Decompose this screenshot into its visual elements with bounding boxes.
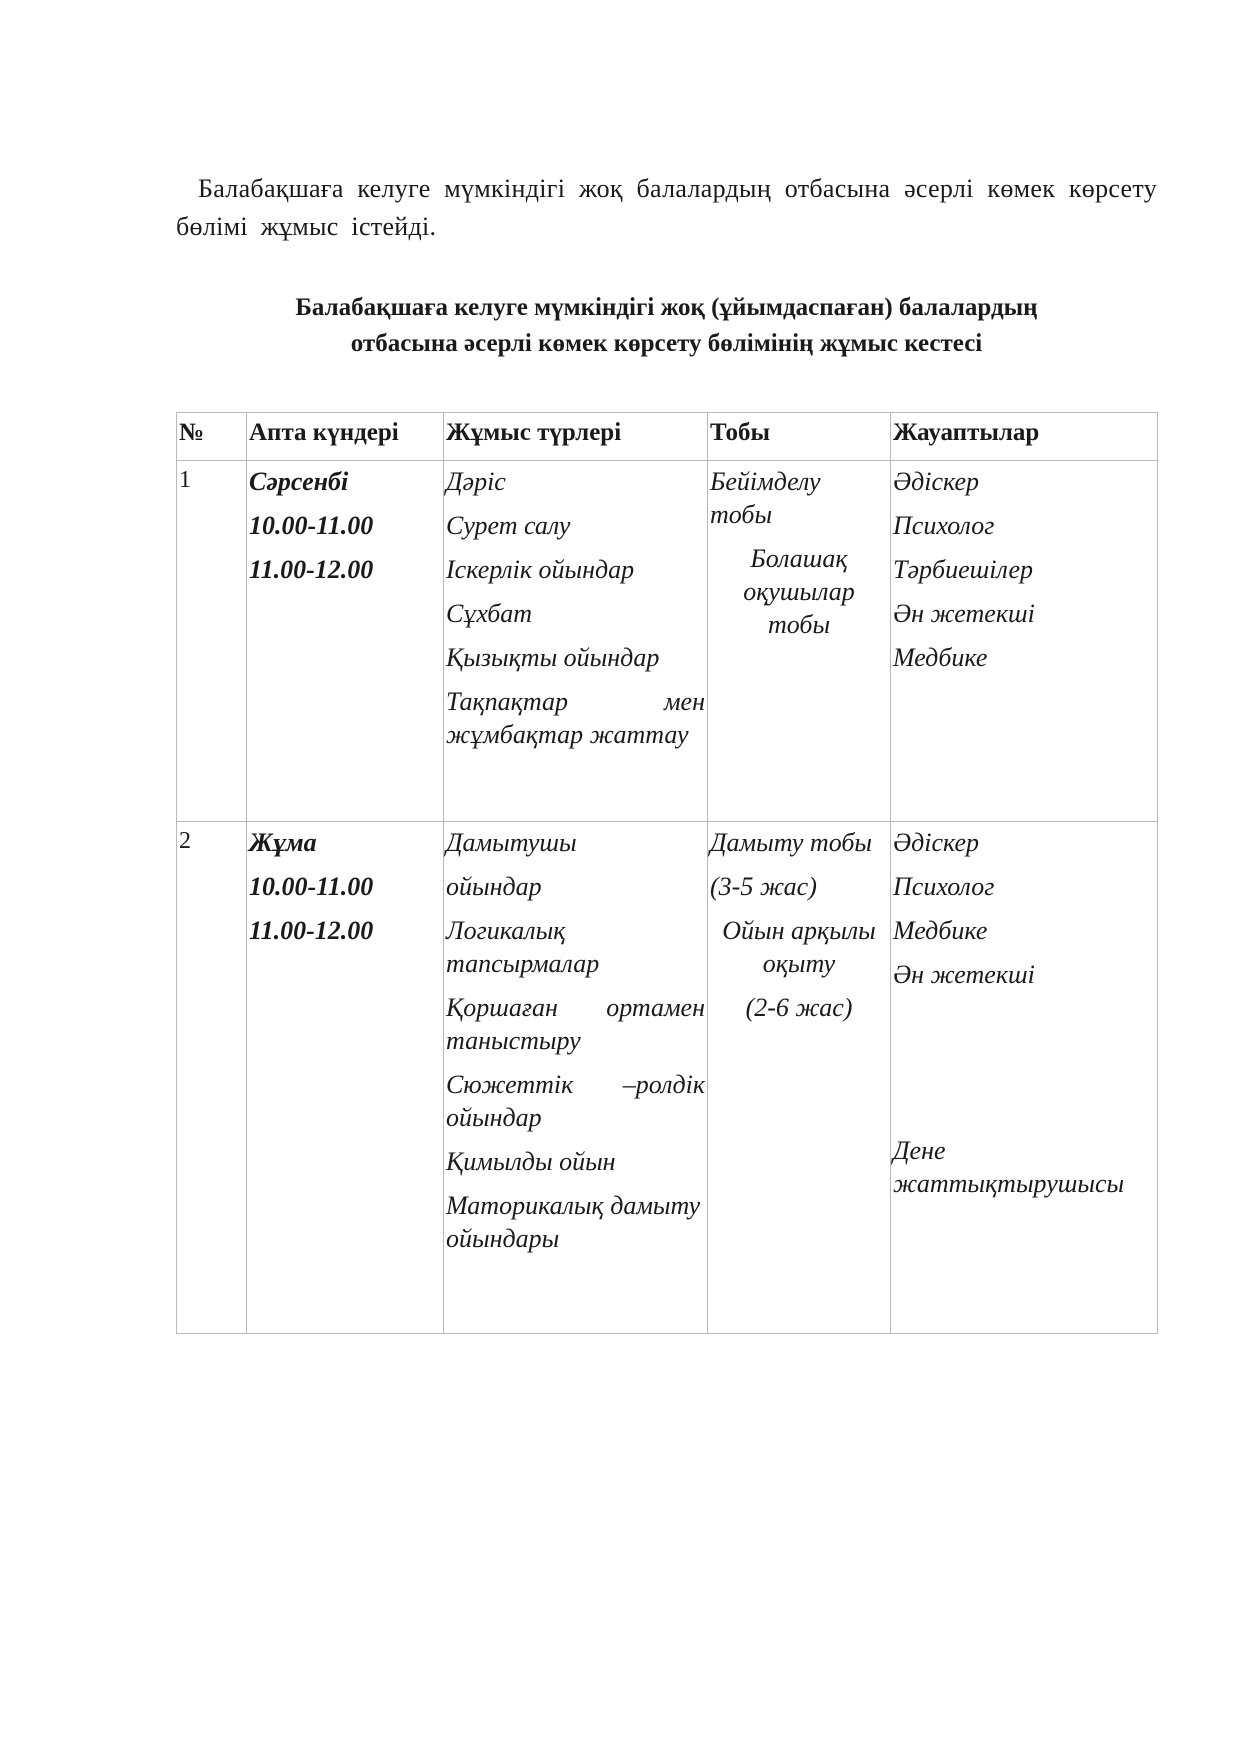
group-item: Бейімделу тобы [710, 467, 821, 529]
work-item: Дамытушы [446, 828, 577, 857]
work-item: Іскерлік ойындар [446, 555, 635, 584]
responsible-item: Медбике [893, 643, 988, 672]
work-item: Қоршаған ортамен [446, 993, 705, 1022]
responsible-cell [891, 461, 1158, 822]
weekday-cell [247, 461, 444, 822]
work-item: ойындар [446, 1103, 542, 1132]
table-row [177, 822, 1158, 1334]
table-row [177, 461, 1158, 822]
header-group: Тобы [708, 413, 891, 461]
group-cell [708, 461, 891, 822]
responsible-item: Ән жетекші [893, 599, 1035, 628]
time-slot: 11.00-12.00 [249, 555, 374, 584]
work-item: ойындар [446, 872, 542, 901]
weekday: Жұма [249, 828, 317, 857]
group-item: Ойын арқылы оқыту [722, 916, 876, 978]
work-item: Логикалық тапсырмалар [446, 916, 600, 978]
work-item: жұмбақтар жаттау [446, 720, 689, 749]
document-title [176, 290, 1157, 362]
work-item: Сурет салу [446, 511, 571, 540]
work-item: таныстыру [446, 1026, 581, 1055]
work-type-cell [444, 461, 708, 822]
responsible-item: Медбике [893, 916, 988, 945]
group-cell [708, 822, 891, 1334]
title-line-1: Балабақшаға келуге мүмкіндігі жоқ (ұйымдаспаған) балалардың [295, 294, 1038, 321]
responsible-item: Дене жаттықтырушысы [893, 1136, 1125, 1198]
work-type-cell [444, 822, 708, 1334]
time-slot: 10.00-11.00 [249, 511, 374, 540]
work-item: Қимылды ойын [446, 1147, 616, 1176]
responsible-item: Әдіскер [893, 828, 980, 857]
responsible-item: Психолог [893, 511, 995, 540]
schedule-table [176, 412, 1158, 1334]
time-slot: 11.00-12.00 [249, 916, 374, 945]
header-responsible: Жауаптылар [891, 413, 1158, 461]
work-item: Сұхбат [446, 599, 533, 628]
row-number: 1 [177, 461, 247, 822]
work-item: Қызықты ойындар [446, 643, 660, 672]
header-weekday: Апта күндері [247, 413, 444, 461]
header-number: № [177, 413, 247, 461]
title-line-2: отбасына әсерлі көмек көрсету бөлімінің жұмыс кестесі [350, 330, 983, 357]
work-item: Маторикалық дамыту ойындары [446, 1191, 701, 1253]
responsible-cell [891, 822, 1158, 1334]
spacer [893, 1002, 1155, 1134]
responsible-item: Ән жетекші [893, 960, 1035, 989]
table-header-row [177, 413, 1158, 461]
header-work-type: Жұмыс түрлері [444, 413, 708, 461]
time-slot: 10.00-11.00 [249, 872, 374, 901]
responsible-item: Әдіскер [893, 467, 980, 496]
weekday-cell [247, 822, 444, 1334]
work-item: Дәріс [446, 467, 506, 496]
group-item: (3-5 жас) [710, 872, 817, 901]
row-number: 2 [177, 822, 247, 1334]
group-item: (2-6 жас) [745, 993, 853, 1022]
responsible-item: Тәрбиешілер [893, 555, 1033, 584]
work-item: Тақпақтар мен [446, 687, 705, 716]
responsible-item: Психолог [893, 872, 995, 901]
work-item: Сюжеттік –ролдік [446, 1070, 705, 1099]
group-item: Болашақ оқушылар тобы [743, 544, 855, 639]
intro-paragraph: Балабақшаға келуге мүмкіндігі жоқ балалардың отбасына әсерлі көмек көрсету бөлімі жұмыс істейді. [176, 174, 1157, 241]
weekday: Сәрсенбі [249, 467, 349, 496]
group-item: Дамыту тобы [710, 828, 873, 857]
